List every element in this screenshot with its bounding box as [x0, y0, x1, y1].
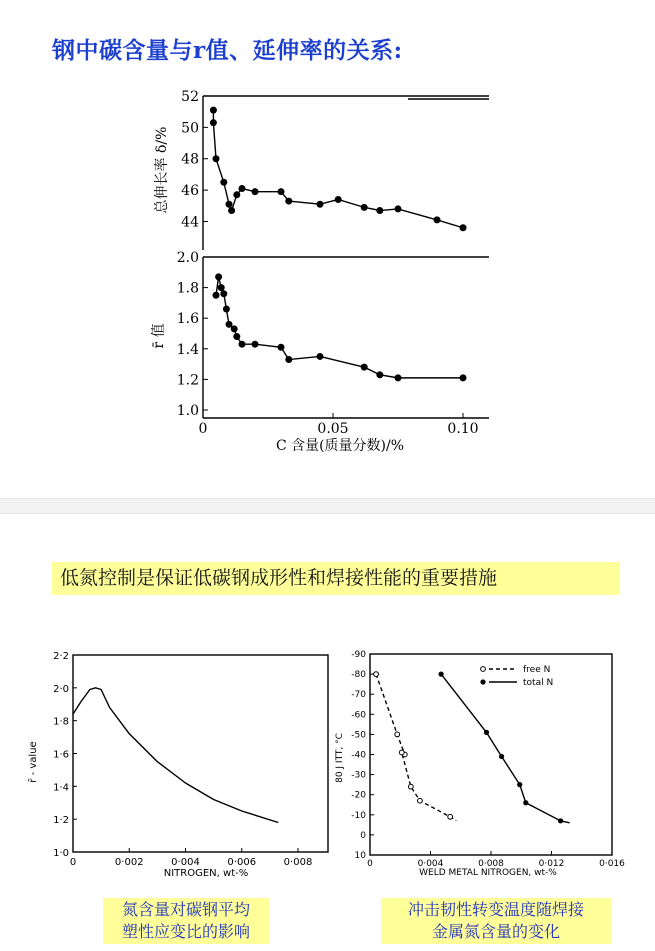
nitrogen-r-value-x-tick-label: 0·002: [114, 857, 144, 868]
nitrogen-r-value-y-axis-label: r̄ - value: [28, 741, 39, 783]
nitrogen-r-value-y-tick-label: 1·0: [53, 848, 69, 859]
r-value-x-axis-label: C 含量(质量分数)/%: [275, 438, 405, 454]
nitrogen-r-value-y-tick-label: 2·0: [53, 683, 69, 695]
r-value-x-tick-label: 0: [198, 421, 208, 437]
itt-y-tick-label: 10: [354, 851, 366, 861]
itt-total-n-point: [523, 800, 528, 805]
itt-x-tick-label: 0·016: [599, 859, 625, 869]
itt-legend-free-n-label: free N: [523, 665, 551, 675]
itt-legend-free-n-marker: [481, 667, 486, 672]
itt-free-n-point: [399, 750, 404, 755]
elongation-y-tick-label: 46: [181, 183, 199, 200]
caption-itt-nitrogen: [381, 898, 611, 944]
nitrogen-r-value-x-tick-label: 0·004: [171, 857, 200, 868]
itt-free-n-point: [408, 784, 413, 789]
elongation-y-axis-label: 总伸长率 δ/%: [154, 126, 170, 214]
itt-x-tick-label: 0·012: [538, 859, 565, 869]
nitrogen-r-value-x-tick-label: 0·006: [227, 857, 257, 868]
itt-total-n-point: [517, 782, 522, 787]
itt-free-n-point: [374, 672, 379, 677]
itt-free-n-point: [448, 814, 453, 819]
elongation-y-tick-label: 50: [181, 120, 199, 137]
itt-total-n-point: [438, 672, 443, 677]
nitrogen-r-value-y-tick-label: 1·4: [53, 782, 69, 794]
itt-total-n-point: [558, 818, 563, 823]
itt-y-tick-label: -80: [351, 670, 366, 681]
itt-x-tick-label: 0·004: [417, 859, 444, 869]
elongation-y-tick-label: 44: [181, 214, 199, 231]
elongation-y-tick-label: 48: [181, 151, 199, 168]
itt-y-tick-label: -20: [351, 790, 366, 801]
itt-free-n-point: [418, 798, 423, 803]
itt-legend-total-n-label: total N: [523, 678, 554, 688]
itt-x-axis-label: WELD METAL NITROGEN, wt-%: [419, 868, 557, 878]
itt-y-tick-label: -40: [351, 750, 366, 761]
itt-total-n-point: [499, 754, 504, 759]
caption-nitrogen-r-value: [103, 898, 269, 944]
itt-free-n-point: [395, 732, 400, 737]
r-value-y-tick-label: 1.4: [176, 341, 199, 358]
nitrogen-r-value-y-tick-label: 2·2: [53, 651, 69, 662]
caption-line: 冲击韧性转变温度随焊接: [407, 900, 584, 919]
r-value-y-tick-label: 1.6: [176, 311, 199, 328]
r-value-y-tick-label: 1.8: [176, 280, 199, 297]
nitrogen-r-value-y-tick-label: 1·2: [53, 815, 69, 827]
itt-y-tick-label: 0: [360, 830, 366, 841]
nitrogen-r-value-y-tick-label: 1·8: [53, 716, 69, 728]
nitrogen-r-value-plot-frame: [73, 655, 328, 852]
nitrogen-r-value-x-tick-label: 0: [69, 857, 77, 868]
r-value-y-tick-label: 1.2: [176, 372, 199, 389]
nitrogen-r-value-x-axis-label: NITROGEN, wt-%: [163, 868, 249, 879]
itt-x-tick-label: 0·008: [478, 859, 504, 869]
itt-y-tick-label: -50: [351, 730, 366, 741]
caption-line: 金属氮含量的变化: [431, 922, 560, 941]
banner-text: 低氮控制是保证低碳钢成形性和焊接性能的重要措施: [52, 562, 620, 595]
r-value-y-tick-label: 2.0: [176, 250, 199, 266]
itt-y-tick-label: -90: [351, 650, 366, 660]
page-title: 钢中碳含量与r值、延伸率的关系:: [52, 37, 403, 64]
r-value-y-tick-label: 1.0: [176, 403, 199, 419]
itt-total-n-line: [441, 674, 570, 823]
r-value-x-tick-label: 0.05: [317, 421, 349, 437]
itt-y-tick-label: -70: [351, 690, 366, 701]
nitrogen-r-value-x-tick-label: 0·008: [283, 857, 313, 868]
itt-y-tick-label: -60: [351, 710, 366, 721]
r-value-x-tick-label: 0.10: [447, 421, 479, 437]
elongation-y-tick-label: 52: [181, 89, 199, 105]
caption-line: 氮含量对碳钢平均: [121, 900, 250, 919]
itt-x-tick-label: 0: [367, 859, 373, 869]
r-value-y-axis-label: r̄ 值: [151, 323, 167, 349]
nitrogen-r-value-curve: [73, 688, 278, 823]
itt-total-n-point: [484, 730, 489, 735]
itt-y-axis-label: 80 J ITT, °C: [335, 733, 345, 783]
caption-line: 塑性应变比的影响: [121, 922, 250, 941]
itt-y-tick-label: -30: [351, 770, 366, 781]
itt-legend-total-n-marker: [480, 679, 485, 684]
itt-free-n-line: [376, 674, 456, 821]
nitrogen-r-value-y-tick-label: 1·6: [53, 749, 69, 761]
itt-y-tick-label: -10: [351, 810, 366, 821]
